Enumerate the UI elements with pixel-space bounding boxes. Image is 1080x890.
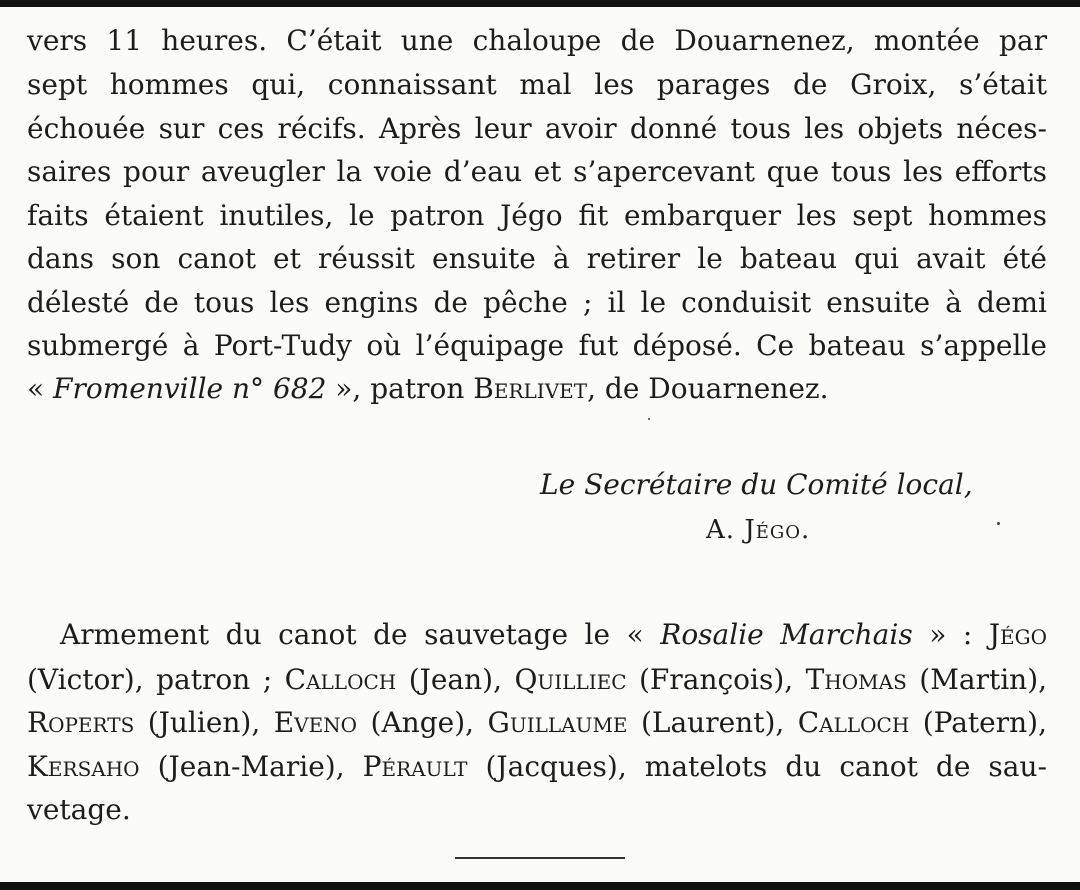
crew-name: Pérault xyxy=(362,750,468,783)
text-fragment: », patron xyxy=(326,372,474,405)
crew-name: Kersaho xyxy=(27,750,140,783)
text-fragment: (Ange), xyxy=(357,706,488,739)
text-fragment: (Jacques), matelots du canot de sau- xyxy=(467,750,1047,783)
text-line: délesté de tous les engins de pêche ; il le conduisit ensuite à demi xyxy=(27,286,1047,319)
lifeboat-name: Rosalie Marchais xyxy=(660,618,913,651)
text-fragment: » : xyxy=(912,618,989,651)
text-line: dans son canot et réussit ensuite à retirer le bateau qui avait été xyxy=(27,242,1047,275)
crew-name: Thomas xyxy=(805,663,907,696)
text-line: saires pour aveugler la voie d’eau et s’apercevant que tous les efforts xyxy=(27,155,1047,188)
print-speck xyxy=(648,418,650,420)
text-line-last xyxy=(27,371,1047,407)
text-line-last: vetage. xyxy=(27,793,131,826)
scanned-page xyxy=(0,7,1080,882)
boat-name: Fromenville n° 682 xyxy=(53,372,327,405)
open-quote: « xyxy=(27,372,54,405)
text-fragment: , de Douarnenez. xyxy=(587,372,829,405)
section-rule xyxy=(455,857,625,859)
text-line xyxy=(27,662,1047,698)
signature-surname: Jégo. xyxy=(744,515,811,545)
text-line: faits étaient inutiles, le patron Jégo fit embarquer les sept hommes xyxy=(27,199,1047,232)
text-line xyxy=(27,705,1047,741)
signature-name xyxy=(706,515,810,545)
skipper-name: Berlivet xyxy=(473,372,588,405)
crew-name: Calloch xyxy=(284,663,397,696)
crew-name: Jégo xyxy=(988,618,1048,651)
text-line xyxy=(27,617,1047,653)
text-fragment: (Patern), xyxy=(909,706,1047,739)
signature-title: Le Secrétaire du Comité local, xyxy=(540,468,973,501)
signature-initial: A. xyxy=(706,515,745,545)
crew-name: Guillaume xyxy=(487,706,628,739)
print-speck xyxy=(997,522,1000,525)
text-fragment: Armement du canot de sauvetage le « xyxy=(60,618,661,651)
text-fragment: (Martin), xyxy=(906,663,1048,696)
text-line xyxy=(27,749,1047,785)
text-fragment: (Jean-Marie), xyxy=(139,750,363,783)
text-fragment: (Jean), xyxy=(396,663,515,696)
text-line: submergé à Port-Tudy où l’équipage fut déposé. Ce bateau s’appelle xyxy=(27,329,1047,362)
crew-name: Eveno xyxy=(273,706,358,739)
crew-name: Calloch xyxy=(797,706,910,739)
text-fragment: (Laurent), xyxy=(627,706,798,739)
text-line: sept hommes qui, connaissant mal les parages de Groix, s’était xyxy=(27,68,1047,101)
text-line: vers 11 heures. C’était une chaloupe de Douarnenez, montée par xyxy=(27,24,1047,57)
text-fragment: (Julien), xyxy=(134,706,274,739)
crew-name: Roperts xyxy=(27,706,135,739)
text-line: échouée sur ces récifs. Après leur avoir donné tous les objets néces- xyxy=(27,112,1047,145)
text-fragment: (Victor), patron ; xyxy=(27,663,285,696)
crew-name: Quilliec xyxy=(514,663,627,696)
text-fragment: (François), xyxy=(626,663,806,696)
